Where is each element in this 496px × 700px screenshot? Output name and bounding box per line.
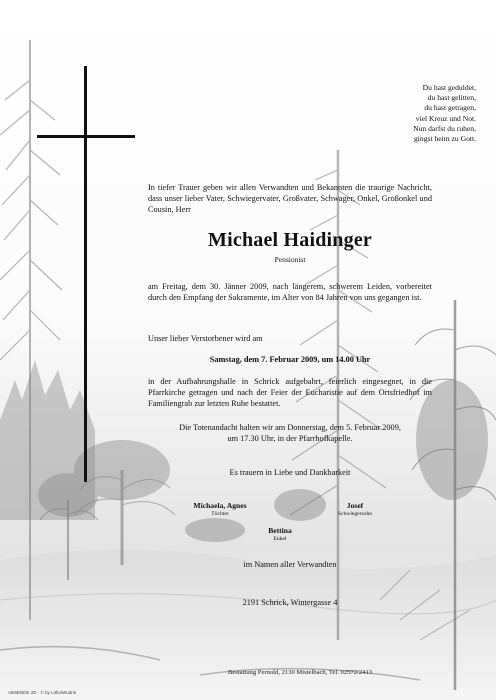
funeral-home-footer: Bestattung Pernold, 2130 Mistelbach, Tel. 02572/2413 [227, 669, 373, 676]
vigil-line-2: um 17.30 Uhr, in der Pfarrhofkapelle. [227, 434, 353, 443]
mourning-line: Es trauern in Liebe und Dankbarkeit [229, 468, 351, 477]
intro-text: In tiefer Trauer geben wir allen Verwandten und Bekannten die traurige Nachricht, dass unser lieber Vater, Schwiegervater, Großvater, Schwager, Onkel, Großonkel und Cousin, Herr [148, 183, 432, 214]
vigil-line-1: Die Totenandacht halten wir am Donnerstag, dem 5. Februar 2009, [179, 423, 401, 432]
mourner-name: Bettina [268, 526, 292, 535]
poem-line: Du hast geduldet, [422, 83, 476, 92]
deceased-role: Pensionist [274, 255, 306, 264]
deceased-name: Michael Haidinger [208, 229, 372, 251]
relatives-line: im Namen aller Verwandten [243, 560, 337, 569]
poem-line: du hast gelitten, [427, 93, 476, 103]
funeral-intro: Unser lieber Verstorbener wird am [148, 334, 263, 343]
death-notice: am Freitag, dem 30. Jänner 2009, nach längerem, schwerem Leiden, vorbereitet durch den Empfang der Sakramente, im Alter von 84 Jahren von uns gegangen ist. [148, 282, 432, 302]
funeral-text: in der Aufbahrungshalle in Schrick aufgebahrt, feierlich eingesegnet, in die Pfarrkirche getragen und nach der Feier der Eucharistie auf dem Ortsfriedhof im Familiengrab zur letzten Ruhe bestattet. [148, 377, 432, 408]
funeral-date: Samstag, dem 7. Februar 2009, um 14.00 Uhr [209, 355, 371, 364]
poem-line: du hast getragen, [424, 103, 476, 113]
mourner-relation: Enkel [273, 536, 287, 542]
mourner-relation: Töchter [211, 511, 229, 517]
cross-icon [37, 66, 135, 482]
poem-line: viel Kreuz und Not. [415, 113, 476, 123]
mourner-name: Michaela, Agnes [193, 501, 247, 510]
poem [346, 83, 476, 144]
mourner-relation: Schwiegersohn [337, 511, 373, 517]
print-credit: ABSENDE 2D - © by Litho/Wudrie [8, 690, 77, 695]
poem-line: Nun darfst du ruhen, [413, 123, 476, 133]
family-address: 2191 Schrick, Wintergasse 4 [242, 598, 338, 607]
mourner-name: Josef [346, 501, 364, 510]
poem-line: gingst heim zu Gott. [413, 134, 476, 144]
